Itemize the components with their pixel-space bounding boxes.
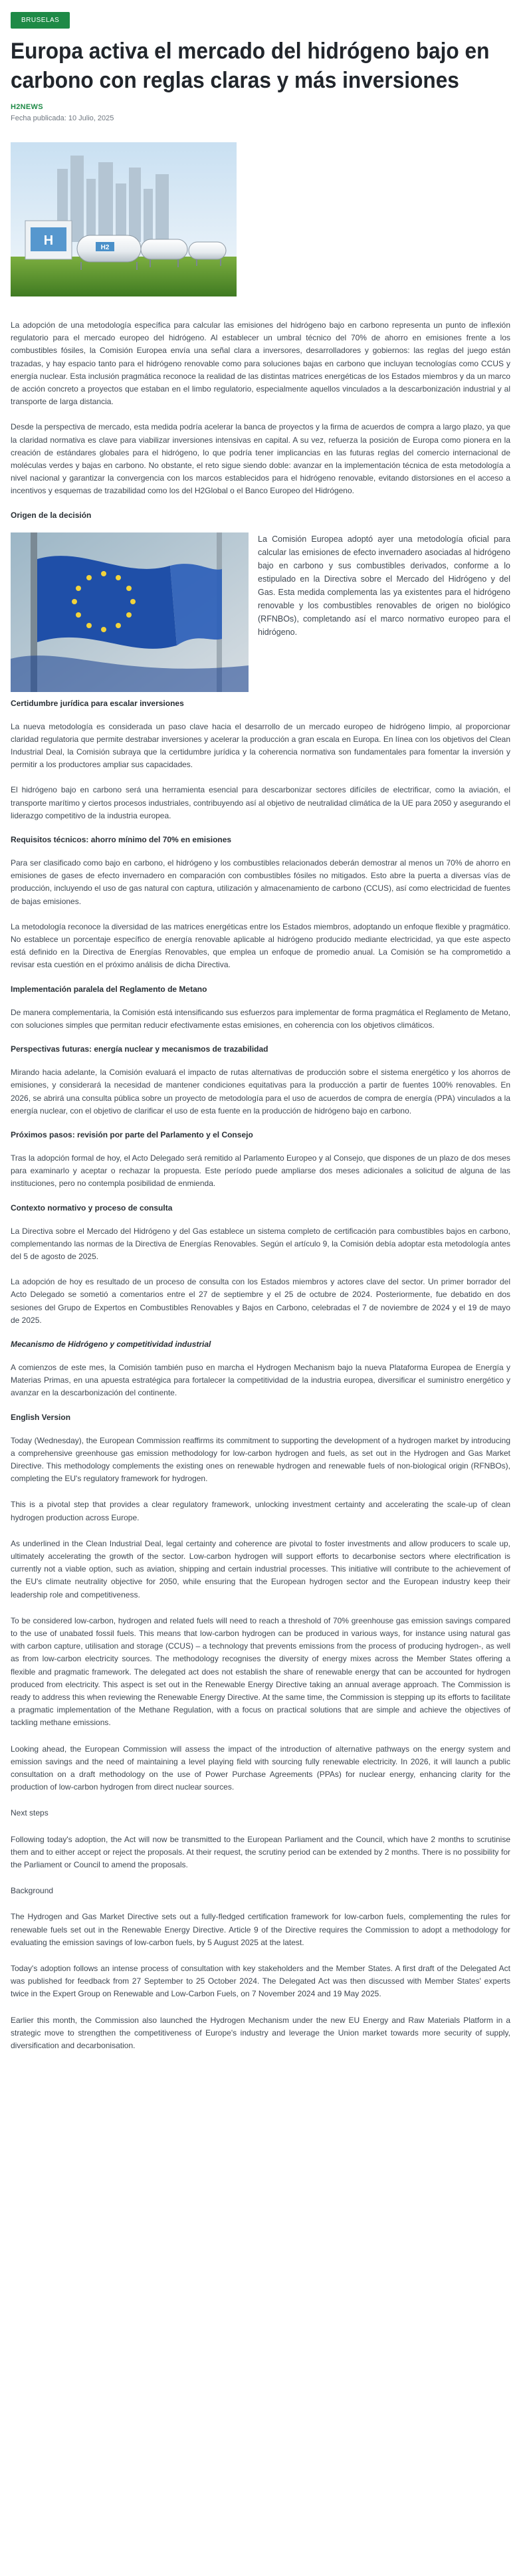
section-heading: Origen de la decisión xyxy=(11,510,92,520)
section-heading: Certidumbre jurídica para escalar inversiones xyxy=(11,698,184,708)
section-heading: Mecanismo de Hidrógeno y competitividad industrial xyxy=(11,1339,211,1349)
section-paragraph: Para ser clasificado como bajo en carbono, el hidrógeno y los combustibles relacionados deberán demostrar al menos un 70% de ahorro en emisiones de gases de efecto invernadero en comparación con combustibles fósiles no mitigados. Esto abre la puerta a diversas vías de producción, incluyendo el uso de gas natural con captura, utilización y almacenamiento de carbono (CCUS), así como electricidad de fuentes de bajas emisiones. xyxy=(11,858,510,906)
section-paragraph: Mirando hacia adelante, la Comisión evaluará el impacto de rutas alternativas de producción sobre el sistema energético y los ahorros de emisiones, y considerará la necesidad de mantener condiciones equitativas para la producción a partir de fuentes 100% renovables. En 2026, se abrirá una consulta pública sobre un proyecto de metodología para el uso de acuerdos de compra de energía (PPA) vinculados a la energía nuclear, con el objetivo de clarificar el uso de esta fuente en la producción de hidrógeno bajo en carbono. xyxy=(11,1068,510,1115)
intro-paragraph: La adopción de una metodología específica para calcular las emisiones del hidrógeno bajo en carbono representa un punto de inflexión regulatorio para el mercado europeo del hidrógeno. Al establecer un umbral técnico del 70% de ahorro en emisiones frente a los combustibles fósiles, la Comisión Europea envía una señal clara a inversores, desarrolladores y gobiernos: las reglas del juego están trazadas, y hay espacio tanto para el hidrógeno renovable como para soluciones bajas en carbono que incluyan tecnologías como CCUS y energía nuclear. Esta inclusión pragmática reconoce la realidad de las distintas matrices energéticas de los Estados miembros y da un marco de acción concreto a proyectos que estaban en el limbo regulatorio, especialmente aquellos vinculados a la descarbonización industrial y al transporte de larga distancia. xyxy=(11,320,510,407)
section-paragraph: A comienzos de este mes, la Comisión también puso en marcha el Hydrogen Mechanism bajo la nueva Plataforma Europea de Energía y Materias Primas, en una apuesta estratégica para fortalecer la competitividad de la industria europea, diversificar el suministro energético y avanzar en la descarbonización del continente. xyxy=(11,1362,510,1398)
section-paragraph: La metodología reconoce la diversidad de las matrices energéticas entre los Estados miembros, adoptando un enfoque flexible y pragmático. No establece un porcentaje específico de energía renovable aplicable al hidrógeno producido mediante electricidad, ya que este aspecto está definido en la Directiva de Energías Renovables, que emplea un enfoque de promedio anual. La Comisión se ha comprometido a revisar esta cuestión en el próximo análisis de dicha Directiva. xyxy=(11,921,510,970)
section-paragraph: De manera complementaria, la Comisión está intensificando sus esfuerzos para implementar de forma pragmática el Reglamento de Metano, con soluciones simples que permitan reducir efectivamente estas emisiones, en coherencia con los objetivos climáticos. xyxy=(11,1007,510,1030)
english-paragraph: This is a pivotal step that provides a clear regulatory framework, unlocking investment certainty and accelerating the scale-up of clean hydrogen production across Europe. xyxy=(11,1500,510,1522)
intro xyxy=(11,319,510,498)
section-heading: Requisitos técnicos: ahorro mínimo del 70% en emisiones xyxy=(11,835,232,845)
english-paragraph: Looking ahead, the European Commission will assess the impact of the introduction of alternative pathways on the energy system and emission savings and the need of maintaining a level playing field with sourcing fully renewable electricity. In 2026, it will launch a public consultation on a draft methodology on the use of Power Purchase Agreements (PPAs) for nuclear energy, enhancing clarity for the production of low-carbon hydrogen from direct nuclear sources. xyxy=(11,1744,510,1792)
article-title: Europa activa el mercado del hidrógeno bajo en carbono con reglas claras y más inversiones xyxy=(11,39,490,93)
section-paragraph: El hidrógeno bajo en carbono será una herramienta esencial para descarbonizar sectores difíciles de electrificar, como la aviación, el transporte marítimo y ciertos procesos industriales, contribuyendo así al objetivo de neutralidad climática de la UE para 2050 y asegurando el liderazgo competitivo de la industria europea. xyxy=(11,785,510,820)
english-paragraph: Earlier this month, the Commission also launched the Hydrogen Mechanism under the new EU Energy and Raw Materials Platform in a strategic move to strengthen the competitiveness of Europe's industry and leverage the Union market towards more security of supply, diversification and decarbonisation. xyxy=(11,2015,510,2051)
english-subheading: Next steps xyxy=(11,1808,49,1818)
section-heading: Contexto normativo y proceso de consulta xyxy=(11,1203,173,1213)
english-paragraph: To be considered low-carbon, hydrogen and related fuels will need to reach a threshold of 70% greenhouse gas emission savings compared to the use of unabated fossil fuels. This means that low-carbon hydrogen can be produced in various ways, for instance using natural gas with carbon capture, utilisation and storage (CCUS) – a technology that prevents emissions from the process of producing hydrogen-, as well as from low-carbon electricity sources. The methodology recognises the diversity of energy mixes across the Member States offering a flexible and pragmatic framework. The delegated act does not establish the share of renewable energy that can be accounted for hydrogen produced from electricity. This aspect is set out in the Renewable Energy Directive taking an annual average approach. The Commission is ready to address this when reviewing the Renewable Energy Directive. At the same time, the Commission is stepping up its efforts to facilitate a pragmatic implementation of the Methane Regulation, with a focus on practical solutions that are simple and achieve the objectives of tackling methane emissions. xyxy=(11,1615,510,1728)
section-heading: Perspectivas futuras: energía nuclear y mecanismos de trazabilidad xyxy=(11,1044,268,1054)
origin-block xyxy=(11,532,510,692)
section-paragraph: La Directiva sobre el Mercado del Hidrógeno y del Gas establece un sistema completo de certificación para combustibles bajos en carbono, complementando las normas de la Directiva de Energías Renovables. Según el artículo 9, la Comisión debía adoptar esta metodología antes del 5 de agosto de 2025. xyxy=(11,1226,510,1261)
origin-text: La Comisión Europea adoptó ayer una metodología oficial para calcular las emisiones de efecto invernadero asociadas al hidrógeno bajo en carbono y sus combustibles derivados, conforme a lo estipulado en la Directiva sobre el Mercado del Hidrógeno y del Gas. Esta medida complementa las ya existentes para el hidrógeno renovable y los combustibles renovables de origen no biológico (RFNBOs), completando así el marco normativo europeo para el hidrógeno. xyxy=(258,534,510,637)
english-heading: English Version xyxy=(11,1412,71,1422)
section-paragraph: La nueva metodología es considerada un paso clave hacia el desarrollo de un mercado europeo de hidrógeno limpio, al proporcionar claridad regulatoria que permite destrabar inversiones y acelerar la producción a gran escala en Europa. En línea con los objetivos del Clean Industrial Deal, la Comisión subraya que la certidumbre jurídica y la coherencia normativa son fundamentales para fomentar la inversión y permitir a los productores ampliar sus capacidades. xyxy=(11,721,510,770)
english-subheading: Background xyxy=(11,1886,54,1896)
english-paragraph: Following today's adoption, the Act will now be transmitted to the European Parliament and the Council, which have 2 months to scrutinise them and to either accept or reject the proposals. At their request, the scrutiny period can be extended by 2 months. There is no possibility for the Parliament or Council to amend the proposals. xyxy=(11,1834,510,1870)
english-paragraph: Today (Wednesday), the European Commission reaffirms its commitment to supporting the development of a hydrogen market by introducing a comprehensive greenhouse gas emission methodology for low-carbon hydrogen and fuels, as set out in the Hydrogen and Gas Market Directive. This methodology complements the existing ones on renewable hydrogen and renewable fuels of non-biological origin (RFNBOs), completing the EU's regulatory framework for hydrogen. xyxy=(11,1435,510,1484)
section-heading: Implementación paralela del Reglamento de Metano xyxy=(11,984,207,994)
svg-text:H: H xyxy=(43,233,54,248)
english-paragraph: The Hydrogen and Gas Market Directive sets out a fully-fledged certification framework for low-carbon fuels, complementing the rules for renewable fuels set out in the Renewable Energy Directive. Article 9 of the Directive requires the Commission to adopt a methodology for evaluating the emission savings of low-carbon fuels, by 5 August 2025 at the latest. xyxy=(11,1912,510,1947)
category-badge[interactable]: BRUSELAS xyxy=(11,12,70,29)
sections xyxy=(11,699,510,1400)
section-paragraph: La adopción de hoy es resultado de un proceso de consulta con los Estados miembros y actores clave del sector. Un primer borrador del Acto Delegado se sometió a comentarios entre el 27 de septiembre y el 25 de octubre de 2024. Posteriormente, fue debatido en dos sesiones del Grupo de Expertos en Combustibles Renovables y Bajos en Carbono, celebradas el 7 de noviembre de 2024 y el 19 de mayo de 2025. xyxy=(11,1277,510,1325)
hero-image xyxy=(11,142,237,296)
english-paragraph: Today's adoption follows an intense process of consultation with key stakeholders and the Member States. A first draft of the Delegated Act was published for feedback from 27 September to 25 October 2024. The Delegated Act was then discussed with Member States' experts twice in the Expert Group on Renewable and Low-Carbon Fuels, on 7 November 2024 and 19 May 2025. xyxy=(11,1964,510,1999)
eu-flags-image xyxy=(11,532,249,692)
publish-date: Fecha publicada: 10 Julio, 2025 xyxy=(11,114,114,122)
eu-flag-illustration xyxy=(11,532,249,692)
intro-paragraph: Desde la perspectiva de mercado, esta medida podría acelerar la banca de proyectos y la firma de acuerdos de compra a largo plazo, ya que la claridad normativa es clave para viabilizar inversiones intensivas en capital. A su vez, refuerza la posición de Europa como pionera en la creación de estándares globales para el hidrógeno, lo que podría tener implicancias en las futuras reglas del comercio internacional de moléculas verdes y bajas en carbono. No obstante, el reto sigue siendo doble: avanzar en la implementación técnica de esta metodología a nivel nacional y garantizar la convergencia con los marcos establecidos para el hidrógeno renovable, evitando distorsiones en el acceso a incentivos y esquemas de trazabilidad como los del H2Global o el Banco Europeo del Hidrógeno. xyxy=(11,422,510,496)
svg-text:H2: H2 xyxy=(100,244,110,251)
hydrogen-tanks-illustration xyxy=(11,142,237,296)
english-version xyxy=(11,1413,510,2053)
english-paragraph: As underlined in the Clean Industrial Deal, legal certainty and coherence are pivotal to foster investments and allow producers to scale up, ultimately accelerating the growth of the sector. Low-carbon hydrogen will support efforts to decarbonise sectors where electrification is currently not a viable option, such as aviation, shipping and certain industrial processes. This initiative will contribute to the achievement of the EU's climate neutrality objective for 2050, while ensuring that the European hydrogen sector and the European industry keep their leadership role and competitiveness. xyxy=(11,1538,510,1599)
section-paragraph: Tras la adopción formal de hoy, el Acto Delegado será remitido al Parlamento Europeo y al Consejo, que dispones de un plazo de dos meses para examinarlo y aceptar o rechazar la propuesta. Este período puede ampliarse dos meses adicionales a solicitud de alguna de las instituciones, pero no contempla posibilidad de enmienda. xyxy=(11,1153,510,1189)
section-heading: Próximos pasos: revisión por parte del Parlamento y el Consejo xyxy=(11,1129,253,1139)
author-link[interactable]: H2NEWS xyxy=(11,103,43,111)
